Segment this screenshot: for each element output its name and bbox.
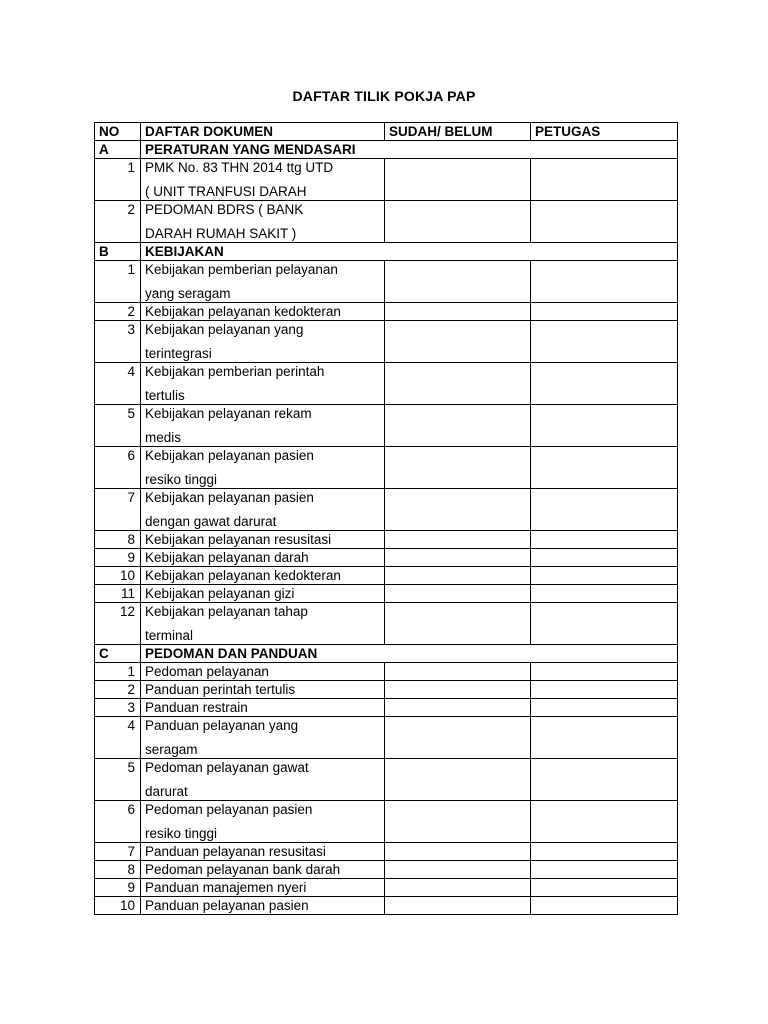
table-row <box>95 303 678 321</box>
item-number: 8 <box>95 861 141 879</box>
table-row <box>95 405 678 447</box>
petugas-cell[interactable] <box>531 363 678 405</box>
document-name-line: Kebijakan pelayanan resusitasi <box>145 532 332 547</box>
status-cell[interactable] <box>385 261 531 303</box>
document-name-line: Kebijakan pelayanan pasien <box>145 448 314 463</box>
table-body <box>95 141 678 915</box>
item-number: 1 <box>95 663 141 681</box>
section-code: B <box>95 243 141 261</box>
status-cell[interactable] <box>385 159 531 201</box>
item-number: 8 <box>95 531 141 549</box>
document-name <box>141 303 385 321</box>
table-row <box>95 681 678 699</box>
status-cell[interactable] <box>385 879 531 897</box>
petugas-cell[interactable] <box>531 861 678 879</box>
table-row <box>95 603 678 645</box>
status-cell[interactable] <box>385 489 531 531</box>
document-name-line: resiko tinggi <box>145 472 218 487</box>
table-row <box>95 489 678 531</box>
petugas-cell[interactable] <box>531 531 678 549</box>
document-name-line: PMK No. 83 THN 2014 ttg UTD <box>145 160 334 175</box>
document-name-line: Panduan restrain <box>145 700 248 715</box>
table-row <box>95 663 678 681</box>
table-row <box>95 321 678 363</box>
document-name <box>141 405 385 447</box>
document-name <box>141 717 385 759</box>
petugas-cell[interactable] <box>531 843 678 861</box>
document-name <box>141 159 385 201</box>
item-number: 5 <box>95 759 141 801</box>
document-name-line: Pedoman pelayanan gawat <box>145 760 309 775</box>
petugas-cell[interactable] <box>531 567 678 585</box>
petugas-cell[interactable] <box>531 801 678 843</box>
status-cell[interactable] <box>385 321 531 363</box>
status-cell[interactable] <box>385 585 531 603</box>
document-name <box>141 201 385 243</box>
item-number: 2 <box>95 303 141 321</box>
item-number: 2 <box>95 681 141 699</box>
item-number: 12 <box>95 603 141 645</box>
document-name-line: tertulis <box>145 388 185 403</box>
petugas-cell[interactable] <box>531 897 678 915</box>
petugas-cell[interactable] <box>531 303 678 321</box>
status-cell[interactable] <box>385 897 531 915</box>
section-label: PEDOMAN DAN PANDUAN <box>141 645 678 663</box>
section-row <box>95 141 678 159</box>
section-label: PERATURAN YANG MENDASARI <box>141 141 678 159</box>
status-cell[interactable] <box>385 549 531 567</box>
item-number: 6 <box>95 447 141 489</box>
document-name <box>141 261 385 303</box>
status-cell[interactable] <box>385 663 531 681</box>
item-number: 7 <box>95 489 141 531</box>
document-name-line: Panduan pelayanan resusitasi <box>145 844 326 859</box>
table-row <box>95 159 678 201</box>
status-cell[interactable] <box>385 201 531 243</box>
section-row <box>95 243 678 261</box>
petugas-cell[interactable] <box>531 585 678 603</box>
table-row <box>95 549 678 567</box>
header-status: SUDAH/ BELUM <box>385 123 531 141</box>
document-name-line: Kebijakan pelayanan kedokteran <box>145 568 341 583</box>
section-label: KEBIJAKAN <box>141 243 678 261</box>
document-name <box>141 603 385 645</box>
document-name <box>141 321 385 363</box>
document-name-line: Kebijakan pelayanan tahap <box>145 604 308 619</box>
item-number: 6 <box>95 801 141 843</box>
header-no: NO <box>95 123 141 141</box>
table-row <box>95 531 678 549</box>
document-name-line: Kebijakan pemberian pelayanan <box>145 262 338 277</box>
status-cell[interactable] <box>385 681 531 699</box>
item-number: 10 <box>95 567 141 585</box>
document-name-line: Kebijakan pelayanan yang <box>145 322 304 337</box>
petugas-cell[interactable] <box>531 321 678 363</box>
petugas-cell[interactable] <box>531 201 678 243</box>
status-cell[interactable] <box>385 531 531 549</box>
document-name <box>141 801 385 843</box>
table-row <box>95 801 678 843</box>
petugas-cell[interactable] <box>531 159 678 201</box>
document-name-line: dengan gawat darurat <box>145 514 277 529</box>
document-name-line: seragam <box>145 742 198 757</box>
table-row <box>95 843 678 861</box>
document-name <box>141 447 385 489</box>
document-name-line: terintegrasi <box>145 346 212 361</box>
petugas-cell[interactable] <box>531 405 678 447</box>
item-number: 10 <box>95 897 141 915</box>
status-cell[interactable] <box>385 363 531 405</box>
status-cell[interactable] <box>385 699 531 717</box>
item-number: 3 <box>95 321 141 363</box>
document-name <box>141 363 385 405</box>
document-name <box>141 663 385 681</box>
status-cell[interactable] <box>385 405 531 447</box>
document-name-line: Kebijakan pelayanan darah <box>145 550 309 565</box>
table-row <box>95 447 678 489</box>
item-number: 11 <box>95 585 141 603</box>
table-header-row <box>95 123 678 141</box>
petugas-cell[interactable] <box>531 447 678 489</box>
petugas-cell[interactable] <box>531 717 678 759</box>
document-name-line: Panduan pelayanan yang <box>145 718 299 733</box>
document-name <box>141 531 385 549</box>
document-name <box>141 843 385 861</box>
petugas-cell[interactable] <box>531 879 678 897</box>
petugas-cell[interactable] <box>531 663 678 681</box>
table-row <box>95 861 678 879</box>
table-row <box>95 879 678 897</box>
status-cell[interactable] <box>385 303 531 321</box>
item-number: 7 <box>95 843 141 861</box>
item-number: 1 <box>95 261 141 303</box>
document-name-line: resiko tinggi <box>145 826 218 841</box>
document-name <box>141 759 385 801</box>
petugas-cell[interactable] <box>531 603 678 645</box>
table-row <box>95 759 678 801</box>
status-cell[interactable] <box>385 717 531 759</box>
document-name-line: ( UNIT TRANFUSI DARAH <box>145 184 307 199</box>
document-name <box>141 861 385 879</box>
table-row <box>95 699 678 717</box>
document-name-line: Kebijakan pelayanan pasien <box>145 490 314 505</box>
document-name <box>141 681 385 699</box>
document-name <box>141 549 385 567</box>
petugas-cell[interactable] <box>531 549 678 567</box>
checklist-table <box>94 122 678 915</box>
document-name-line: Pedoman pelayanan bank darah <box>145 862 341 877</box>
table-row <box>95 567 678 585</box>
document-name <box>141 585 385 603</box>
table-row <box>95 717 678 759</box>
section-row <box>95 645 678 663</box>
section-code: C <box>95 645 141 663</box>
document-name-line: terminal <box>145 628 194 643</box>
header-petugas: PETUGAS <box>531 123 678 141</box>
table-row <box>95 201 678 243</box>
document-name-line: Kebijakan pelayanan gizi <box>145 586 295 601</box>
status-cell[interactable] <box>385 861 531 879</box>
item-number: 9 <box>95 879 141 897</box>
document-name <box>141 567 385 585</box>
document-name-line: Kebijakan pelayanan kedokteran <box>145 304 341 319</box>
status-cell[interactable] <box>385 843 531 861</box>
document-name-line: Pedoman pelayanan <box>145 664 269 679</box>
petugas-cell[interactable] <box>531 759 678 801</box>
page-title: DAFTAR TILIK POKJA PAP <box>292 88 476 104</box>
document-name-line: DARAH RUMAH SAKIT ) <box>145 226 297 241</box>
table-row <box>95 363 678 405</box>
petugas-cell[interactable] <box>531 489 678 531</box>
table-row <box>95 261 678 303</box>
petugas-cell[interactable] <box>531 681 678 699</box>
document-name-line: Pedoman pelayanan pasien <box>145 802 313 817</box>
document-name <box>141 879 385 897</box>
document-name-line: Panduan perintah tertulis <box>145 682 296 697</box>
section-code: A <box>95 141 141 159</box>
document-name <box>141 489 385 531</box>
item-number: 1 <box>95 159 141 201</box>
status-cell[interactable] <box>385 567 531 585</box>
petugas-cell[interactable] <box>531 699 678 717</box>
item-number: 3 <box>95 699 141 717</box>
item-number: 2 <box>95 201 141 243</box>
document-name-line: Kebijakan pelayanan rekam <box>145 406 312 421</box>
header-doc: DAFTAR DOKUMEN <box>141 123 385 141</box>
table-row <box>95 897 678 915</box>
document-name-line: darurat <box>145 784 188 799</box>
item-number: 4 <box>95 717 141 759</box>
item-number: 5 <box>95 405 141 447</box>
item-number: 9 <box>95 549 141 567</box>
table-row <box>95 585 678 603</box>
document-name-line: Panduan pelayanan pasien <box>145 898 309 913</box>
status-cell[interactable] <box>385 759 531 801</box>
document-name <box>141 897 385 915</box>
document-name-line: Panduan manajemen nyeri <box>145 880 307 895</box>
document-name-line: medis <box>145 430 182 445</box>
status-cell[interactable] <box>385 603 531 645</box>
document-name-line: PEDOMAN BDRS ( BANK <box>145 202 304 217</box>
status-cell[interactable] <box>385 447 531 489</box>
status-cell[interactable] <box>385 801 531 843</box>
petugas-cell[interactable] <box>531 261 678 303</box>
document-name-line: Kebijakan pemberian perintah <box>145 364 325 379</box>
document-name-line: yang seragam <box>145 286 231 301</box>
document-name <box>141 699 385 717</box>
item-number: 4 <box>95 363 141 405</box>
